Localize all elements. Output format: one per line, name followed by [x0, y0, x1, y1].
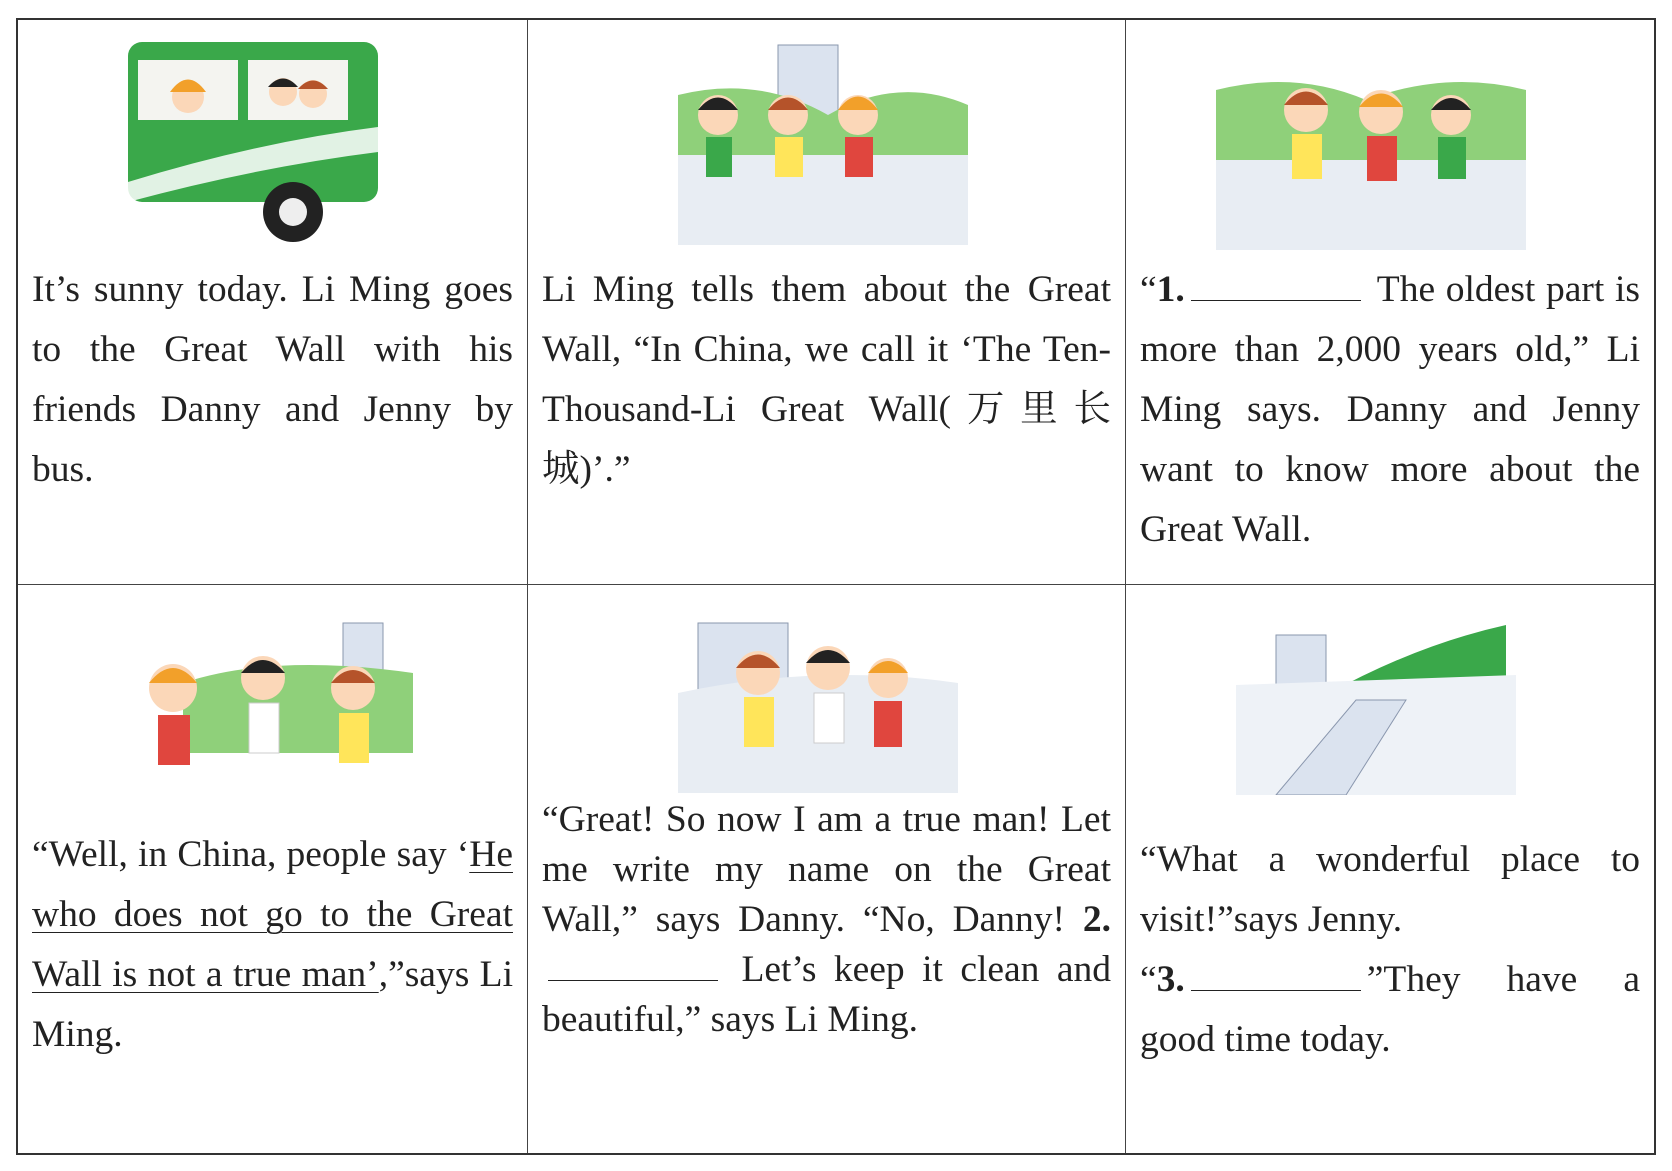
blank-number-2: 2. [1082, 899, 1112, 940]
panel-6 [1126, 585, 1654, 1153]
answer-blank-3[interactable] [1191, 956, 1361, 991]
panel-2-text: Li Ming tells them about the Great Wall, “In China, we call it ‘The Ten-Thousand-Li Great Wall(万里长城)’.” [542, 269, 1111, 490]
underlined-saying: He who does not go to the Great Wall is not a true man’ [32, 834, 513, 995]
story-grid [16, 18, 1656, 1155]
panel-4-intro: “Well, in China, people say ‘ [32, 834, 470, 875]
answer-blank-1[interactable] [1191, 266, 1361, 301]
panel-1 [18, 20, 528, 585]
kids-saying-illustration [123, 603, 413, 803]
panel-6-intro: “What a wonderful place to visit!”says Jenny. [1140, 839, 1640, 940]
danny-writing-illustration [678, 603, 958, 793]
blank-number-1: 1. [1156, 269, 1185, 310]
panel-5-intro: “Great! So now I am a true man! Let me write my name on the Great Wall,” says Danny. “No, Danny! [542, 799, 1111, 940]
panel-6-text [1140, 830, 1640, 1070]
panel-3-text [1140, 260, 1640, 560]
panel-1-text: It’s sunny today. Li Ming goes to the Great Wall with his friends Danny and Jenny by bus. [32, 269, 513, 490]
great-wall-kids-illustration [678, 35, 968, 245]
panel-4 [18, 585, 528, 1153]
panel-3 [1126, 20, 1654, 585]
panel-2 [528, 20, 1126, 585]
panel-5-close: Let’s keep it clean and beautiful,” says Li Ming. [542, 949, 1112, 1040]
blank-number-3: 3. [1156, 959, 1185, 1000]
panel-4-close: ,”says Li Ming. [32, 954, 513, 1055]
kids-talking-illustration [1216, 50, 1526, 250]
open-quote: “ [1140, 959, 1157, 1000]
open-quote: “ [1140, 269, 1157, 310]
answer-blank-2[interactable] [548, 946, 718, 981]
great-wall-illustration [1236, 605, 1516, 795]
panel-6-close: ”They have a good time today. [1140, 959, 1640, 1060]
panel-5 [528, 585, 1126, 1153]
panel-4-text [32, 825, 513, 1065]
panel-5-text [542, 795, 1111, 1045]
bus-illustration [118, 32, 388, 242]
panel-3-body: The oldest part is more than 2,000 years old,” Li Ming says. Danny and Jenny want to know more about the Great Wall. [1140, 269, 1640, 550]
